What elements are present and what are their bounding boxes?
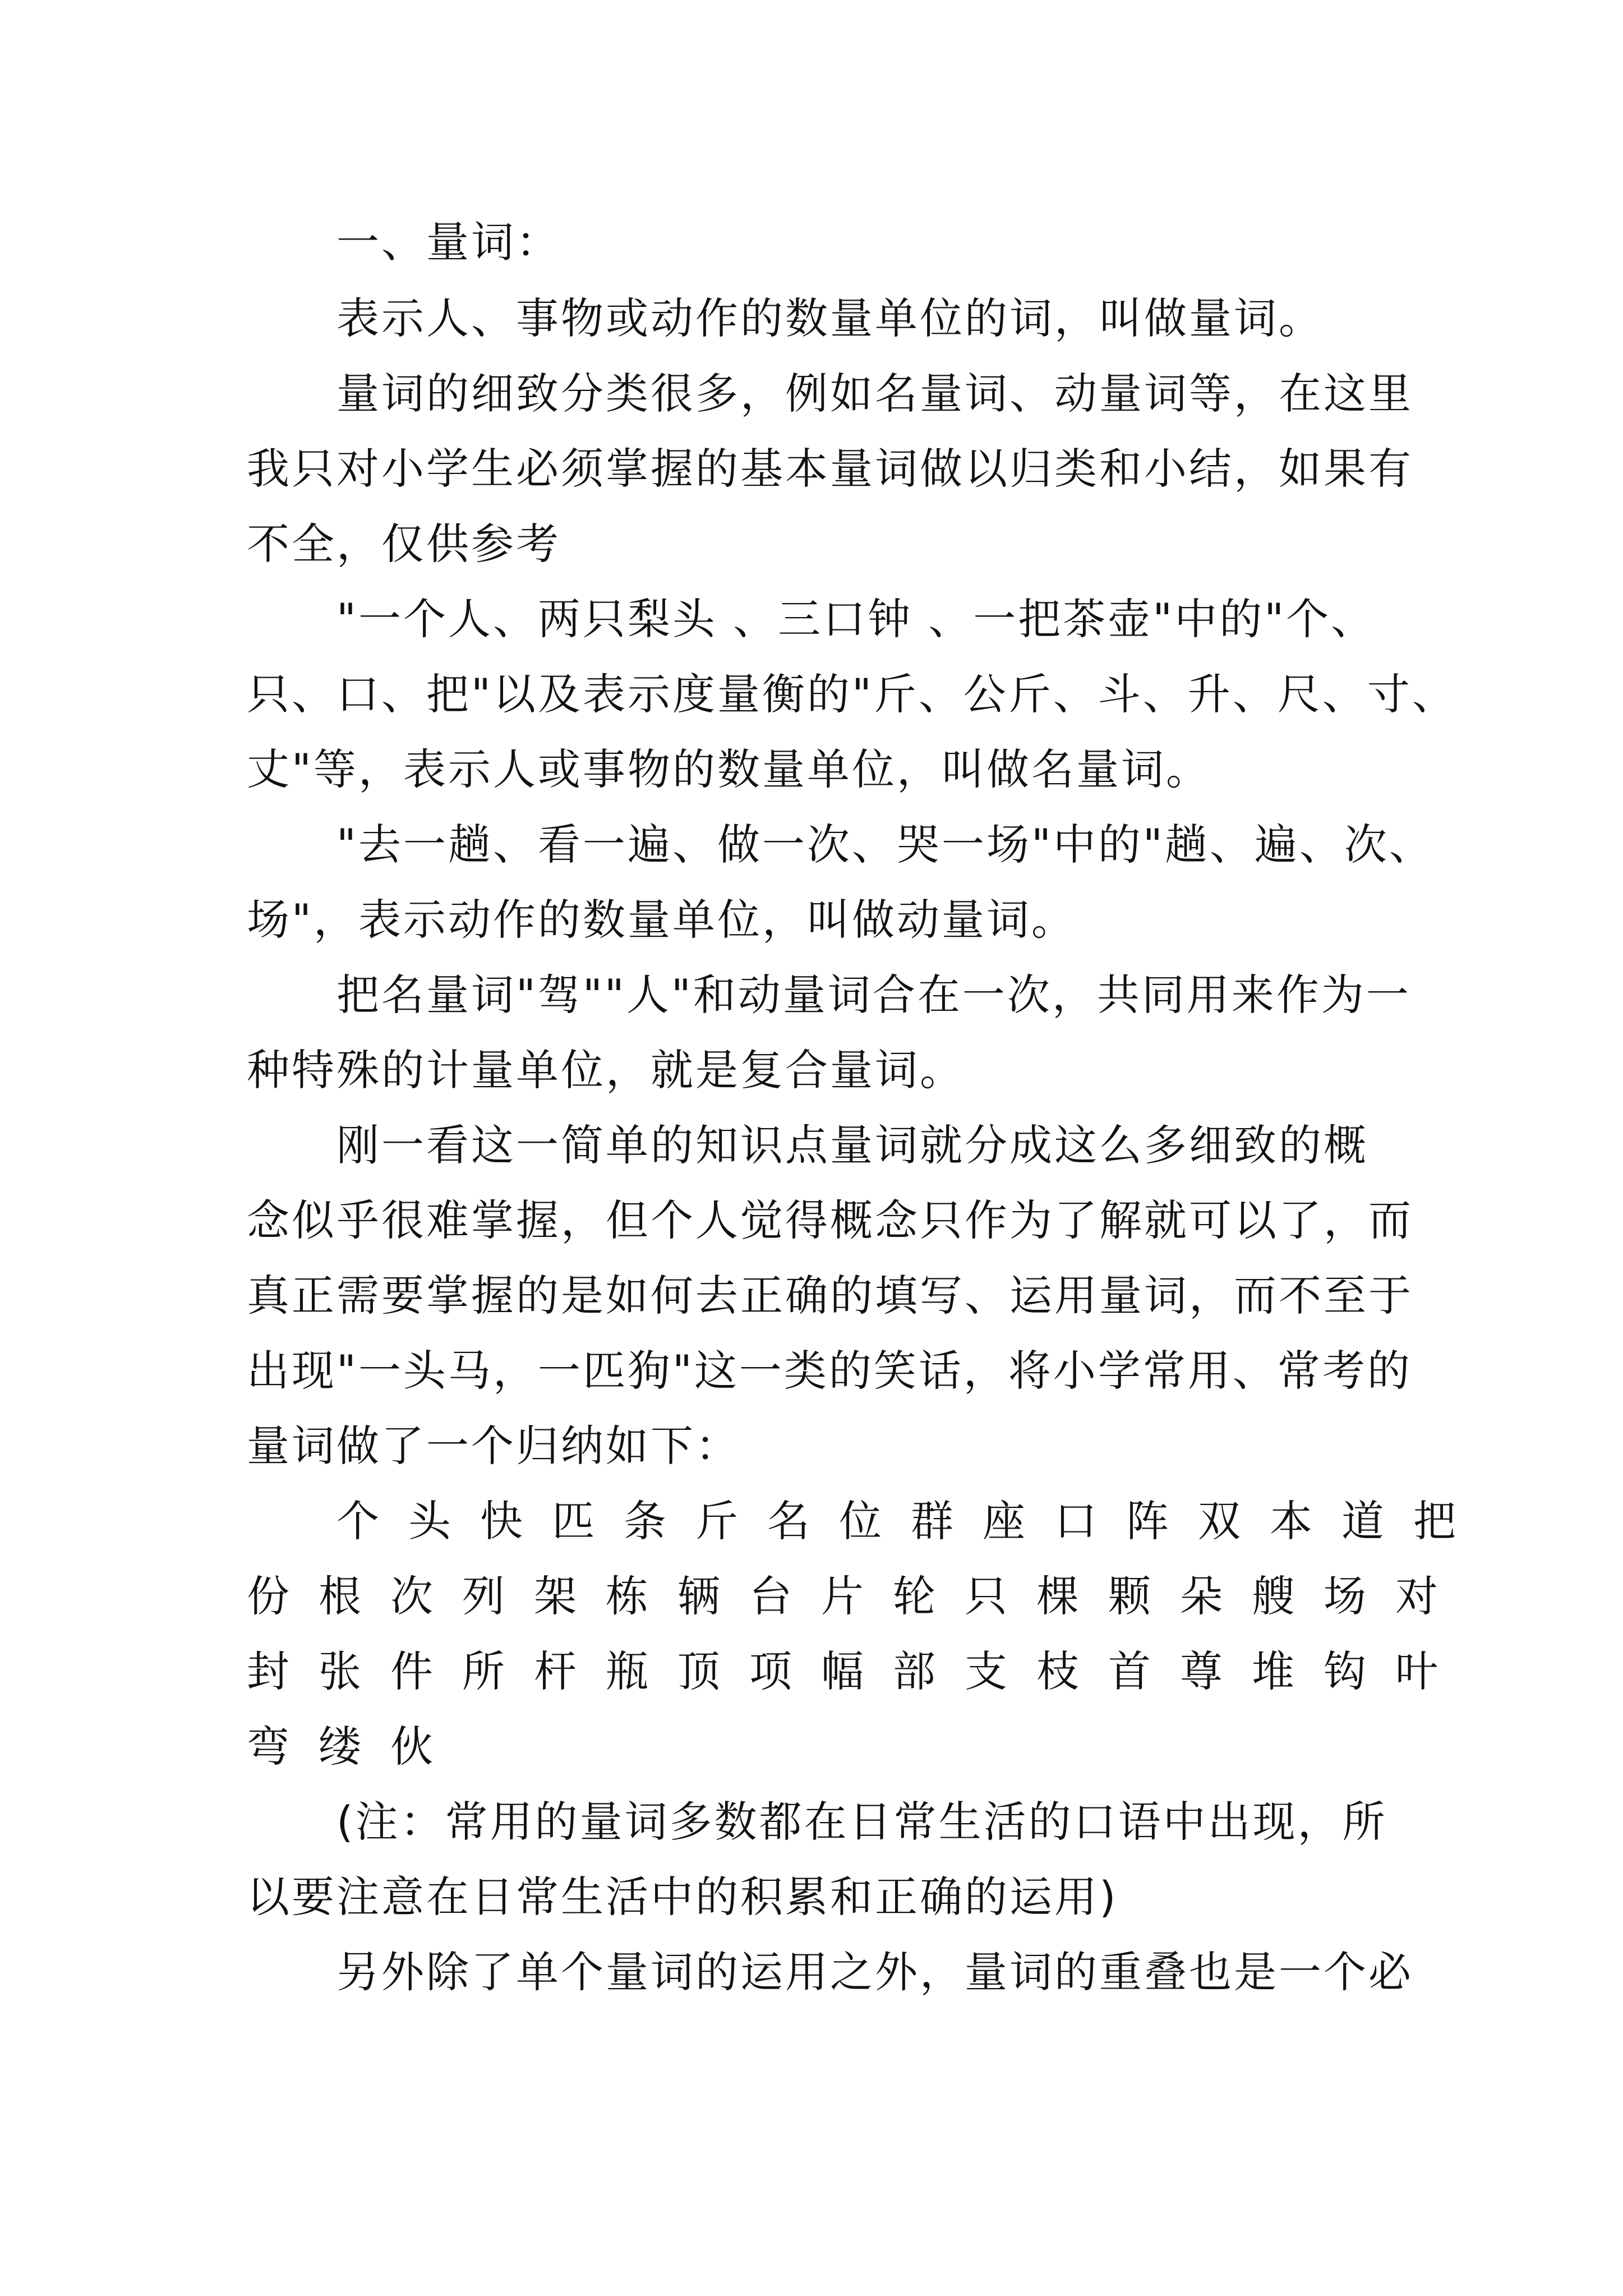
paragraph-line: 种特殊的计量单位，就是复合量词。 [247, 1045, 965, 1095]
paragraph-line: 把名量词"驾""人"和动量词合在一次，共同用来作为一 [336, 970, 1411, 1020]
paragraph-line: 表示人、事物或动作的数量单位的词，叫做量词。 [336, 293, 1324, 343]
paragraph-line: "去一趟、看一遍、做一次、哭一场"中的"趟、遍、次、 [336, 820, 1434, 869]
measure-word-list: 弯缕伙 [247, 1722, 462, 1772]
paragraph-line: 量词做了一个归纳如下： [247, 1421, 740, 1471]
section-heading: 一、量词： [336, 217, 561, 267]
paragraph-line: 刚一看这一简单的知识点量词就分成这么多细致的概 [336, 1120, 1368, 1170]
paragraph-line: 不全，仅供参考 [247, 519, 561, 569]
paragraph-line: 念似乎很难掌握，但个人觉得概念只作为了解就可以了，而 [247, 1195, 1413, 1245]
paragraph-line: 只、口、把"以及表示度量衡的"斤、公斤、斗、升、尺、寸、 [247, 669, 1457, 719]
paragraph-line: 真正需要掌握的是如何去正确的填写、运用量词，而不至于 [247, 1271, 1413, 1320]
measure-word-list: 份根次列架栋辆台片轮只棵颗朵艘场对 [247, 1571, 1467, 1621]
paragraph-line: "一个人、两只梨头 、三口钟 、一把茶壶"中的"个、 [336, 594, 1376, 644]
paragraph-line: 我只对小学生必须掌握的基本量词做以归类和小结，如果有 [247, 444, 1413, 494]
note-line: (注：常用的量词多数都在日常生活的口语中出现，所 [336, 1797, 1387, 1847]
paragraph-line: 出现"一头马，一匹狗"这一类的笑话，将小学常用、常考的 [247, 1346, 1412, 1396]
measure-word-list: 个头快匹条斤名位群座口阵双本道把 [336, 1496, 1485, 1546]
note-line: 以要注意在日常生活中的积累和正确的运用) [247, 1872, 1118, 1922]
measure-word-list: 封张件所杆瓶顶项幅部支枝首尊堆钩叶 [247, 1646, 1467, 1696]
paragraph-line: 量词的细致分类很多，例如名量词、动量词等，在这里 [336, 369, 1413, 418]
paragraph-line: 丈"等，表示人或事物的数量单位，叫做名量词。 [247, 744, 1211, 794]
paragraph-line: 另外除了单个量词的运用之外，量词的重叠也是一个必 [336, 1947, 1413, 1997]
paragraph-line: 场"，表示动作的数量单位，叫做动量词。 [247, 895, 1076, 945]
